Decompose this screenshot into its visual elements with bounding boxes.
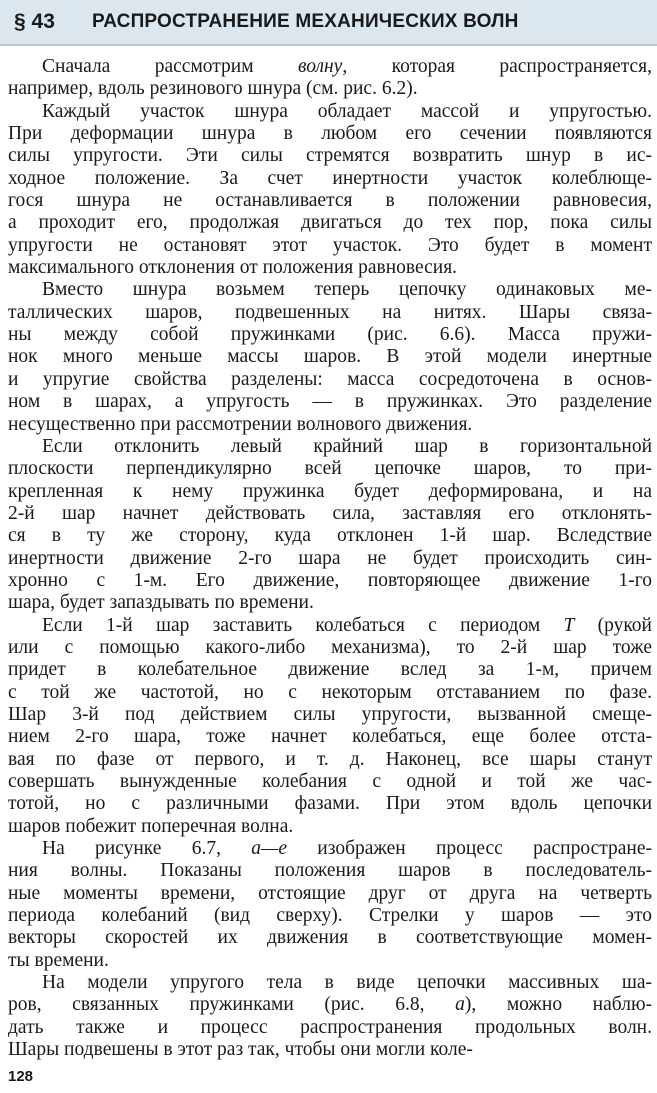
- text-line: ся в ту же сторону, куда отклонен 1-й шар. Вследствие: [8, 525, 652, 547]
- paragraph: [8, 436, 652, 615]
- paragraph: [8, 101, 652, 280]
- text-line: максимального отклонения от положения равновесия.: [8, 257, 458, 279]
- section-header: [0, 0, 657, 46]
- text-line: Каждый участок шнура обладает массой и упругостью.: [42, 100, 652, 122]
- text-line: придет в колебательное движение вслед за 1-м, причем: [8, 659, 652, 681]
- text-line: силы упругости. Эти силы стремятся возвратить шнур в ис-: [8, 145, 652, 167]
- text-line: таллических шаров, подвешенных на нитях. Шары связа-: [8, 301, 652, 323]
- text-line: нок много меньше массы шаров. В этой модели инертные: [8, 346, 652, 368]
- paragraph: [8, 838, 652, 972]
- text-line: ров, связанных пружинками (рис. 6.8, а), можно наблю-: [8, 994, 652, 1016]
- text-line: совершать вынужденные колебания с одной и той же час-: [8, 771, 652, 792]
- text-line: инертности движение 2-го шара не будет происходить син-: [8, 547, 652, 569]
- text-line: векторы скоростей их движения в соответствующие момен-: [8, 927, 652, 949]
- text-line: несущественно при рассмотрении волнового движения.: [8, 413, 473, 435]
- text-line: ные моменты времени, отстоящие друг от друга на четверть: [8, 882, 652, 904]
- section-number: § 43: [14, 10, 55, 33]
- text-line: и упругие свойства разделены: масса сосредоточена в основ-: [8, 368, 652, 390]
- text-line: На модели упругого тела в виде цепочки массивных ша-: [42, 972, 652, 994]
- paragraph: [8, 972, 652, 1061]
- text-line: дать также и процесс распространения продольных волн.: [8, 1016, 652, 1038]
- text-line: ходное положение. За счет инертности участок колеблюще-: [8, 167, 652, 189]
- text-line: или с помощью какого-либо механизма), то 2-й шар тоже: [8, 636, 652, 658]
- section-title: РАСПРОСТРАНЕНИЕ МЕХАНИЧЕСКИХ ВОЛН: [92, 11, 519, 32]
- text-line: с той же частотой, но с некоторым отставанием по фазе.: [8, 681, 652, 703]
- text-line: а проходит его, продолжая двигаться до тех пор, пока силы: [8, 212, 652, 234]
- text-line: шаров побежит поперечная волна.: [8, 815, 294, 837]
- text-line: гося шнура не останавливается в положении равновесия,: [8, 190, 652, 212]
- text-line: шара, будет запаздывать по времени.: [8, 592, 314, 614]
- text-line: 2-й шар начнет действовать сила, заставляя его отклонять-: [8, 502, 652, 524]
- text-line: периода колебаний (вид сверху). Стрелки у шаров — это: [8, 905, 652, 927]
- text-line: При деформации шнура в любом его сечении появляются: [8, 123, 652, 145]
- text-line: крепленная к нему пружинка будет деформирована, и на: [8, 480, 652, 502]
- text-line: На рисунке 6.7, а—е изображен процесс распростране-: [42, 838, 652, 860]
- text-line: хронно с 1-м. Его движение, повторяющее движение 1-го: [8, 569, 652, 591]
- text-line: ты времени.: [8, 949, 109, 971]
- paragraph: [8, 279, 652, 435]
- text-line: Вместо шнура возьмем теперь цепочку одинаковых ме-: [42, 279, 652, 301]
- text-line: ном в шарах, а упругость — в пружинках. Это разделение: [8, 391, 652, 413]
- text-line: Если отклонить левый крайний шар в горизонтальной: [42, 435, 652, 457]
- text-line: Шары подвешены в этот раз так, чтобы они могли коле-: [8, 1039, 473, 1061]
- text-line: Если 1-й шар заставить колебаться с периодом T (рукой: [42, 614, 652, 636]
- body-text: [8, 56, 652, 1061]
- text-line: например, вдоль резинового шнура (см. рис. 6.2).: [8, 78, 418, 100]
- text-line: Шар 3-й под действием силы упругости, вызванной смеще-: [8, 703, 652, 725]
- text-line: тотой, но с различными фазами. При этом вдоль цепочки: [8, 793, 652, 815]
- text-line: плоскости перпендикулярно всей цепочке шаров, то при-: [8, 458, 652, 480]
- text-line: упругости не остановят этот участок. Это будет в момент: [8, 234, 652, 256]
- paragraph: [8, 615, 652, 838]
- text-line: Сначала рассмотрим волну, которая распространяется,: [42, 56, 652, 77]
- text-line: ния волны. Показаны положения шаров в последователь-: [8, 860, 652, 882]
- text-line: вая по фазе от первого, и т. д. Наконец, все шары станут: [8, 748, 652, 770]
- text-line: ны между собой пружинками (рис. 6.6). Масса пружи-: [8, 324, 652, 346]
- page-number: 128: [8, 1068, 34, 1085]
- paragraph: [8, 56, 652, 101]
- text-line: нием 2-го шара, тоже начнет колебаться, еще более отста-: [8, 726, 652, 748]
